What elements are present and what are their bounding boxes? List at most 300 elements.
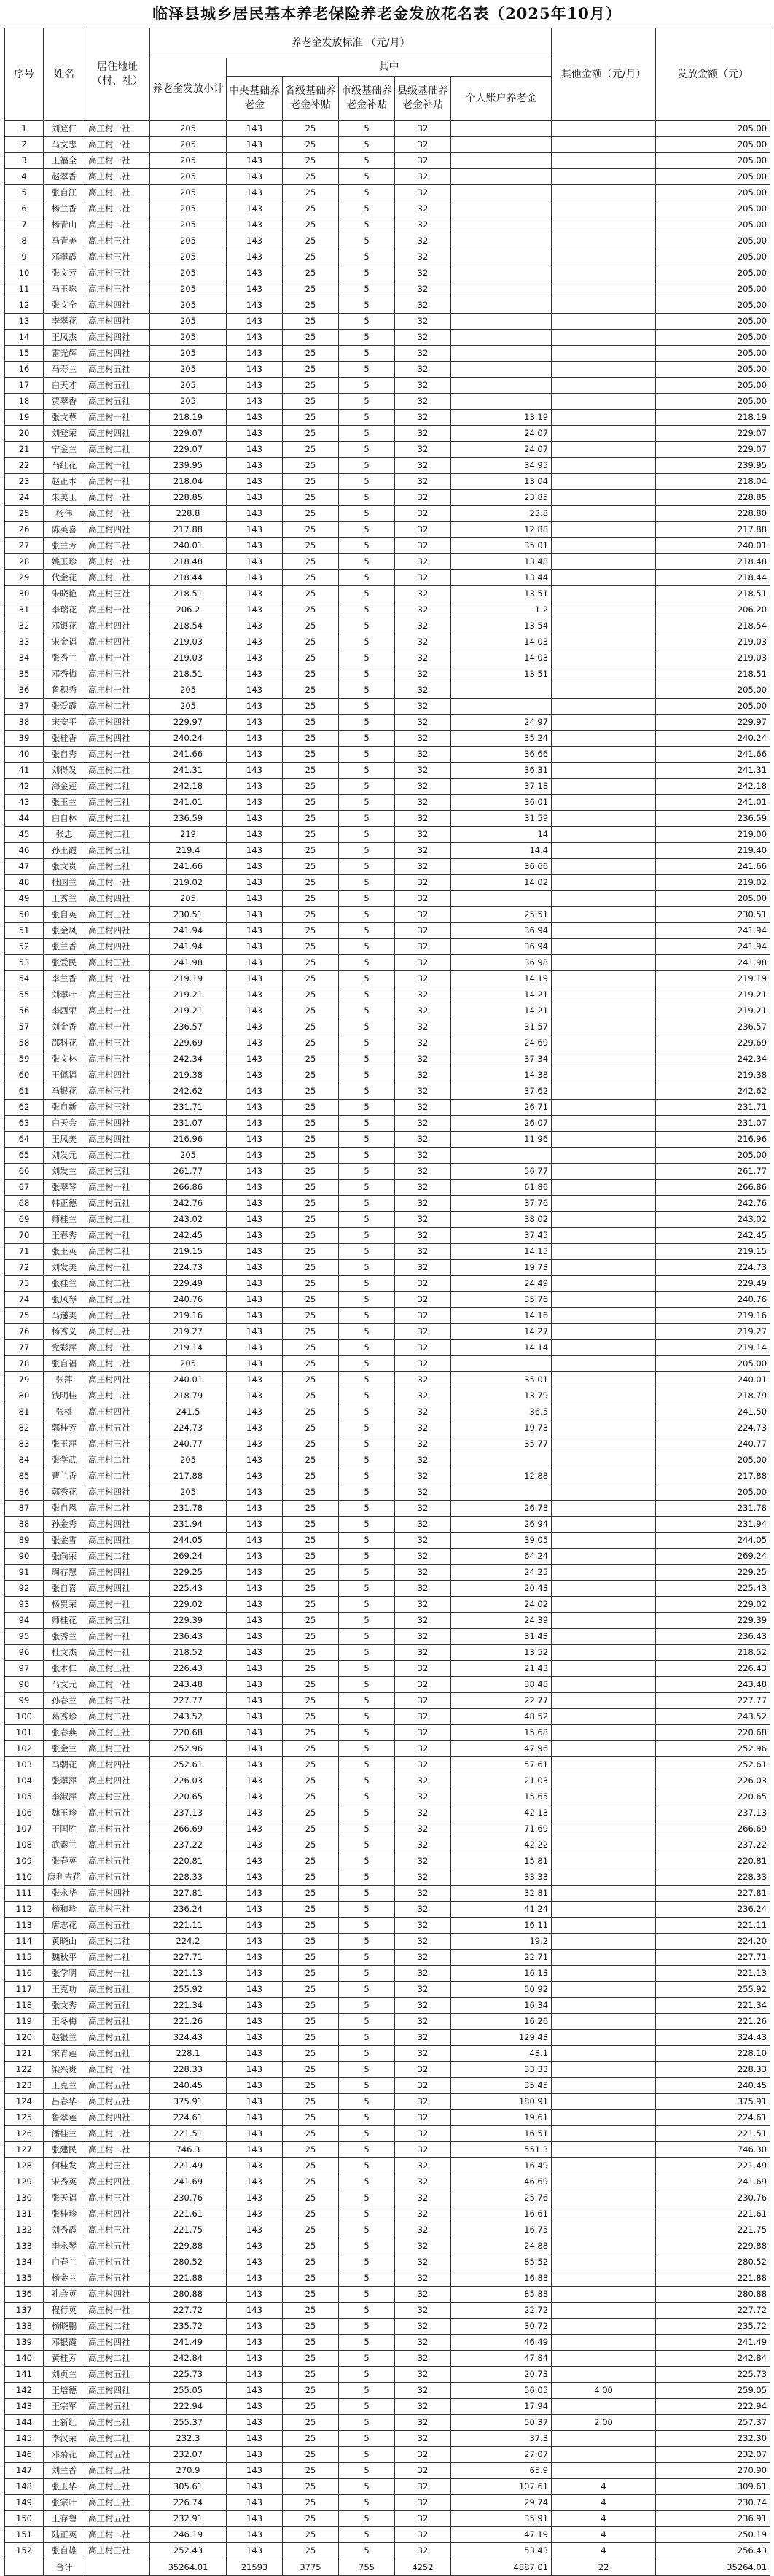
row-personal: 35.24 [451,731,552,747]
row-seq: 69 [5,1212,44,1228]
row-subtotal: 205 [150,314,227,330]
row-other [552,827,656,843]
row-central: 143 [227,538,283,554]
row-amount: 252.61 [656,1757,770,1773]
row-amount: 228.33 [656,2062,770,2078]
row-address: 高庄村一社 [85,137,150,153]
row-seq: 65 [5,1148,44,1164]
row-address: 高庄村四社 [85,634,150,650]
row-amount: 218.48 [656,554,770,570]
row-personal: 13.52 [451,1645,552,1661]
row-personal: 24.88 [451,2238,552,2254]
table-row [5,859,770,875]
row-address: 高庄村四社 [85,522,150,538]
row-personal: 24.02 [451,1597,552,1613]
row-name: 王福全 [44,153,85,169]
row-county: 32 [395,1741,451,1757]
row-amount: 241.49 [656,2335,770,2351]
row-personal: 16.88 [451,2270,552,2287]
row-subtotal: 236.24 [150,1902,227,1918]
row-central: 143 [227,891,283,907]
row-county: 32 [395,1501,451,1517]
row-county: 32 [395,1116,451,1132]
row-county: 32 [395,297,451,314]
row-other [552,169,656,185]
row-city: 5 [339,1581,395,1597]
row-other [552,1308,656,1324]
row-city: 5 [339,1693,395,1709]
row-provincial: 25 [283,2495,339,2511]
row-central: 143 [227,1982,283,1998]
row-amount: 227.77 [656,1693,770,1709]
row-county: 32 [395,1083,451,1100]
row-seq: 103 [5,1757,44,1773]
row-other [552,1709,656,1725]
table-row [5,650,770,666]
row-name: 周存慧 [44,1565,85,1581]
row-provincial: 25 [283,1100,339,1116]
row-provincial: 25 [283,538,339,554]
table-row [5,699,770,715]
row-other [552,2351,656,2367]
row-other [552,699,656,715]
table-row [5,1196,770,1212]
total-row [5,2559,770,2576]
row-city: 5 [339,233,395,249]
row-name: 张春英 [44,1853,85,1869]
table-row [5,1180,770,1196]
row-city: 5 [339,362,395,378]
row-provincial: 25 [283,907,339,923]
row-city: 5 [339,1356,395,1372]
row-central: 143 [227,2094,283,2110]
row-personal: 37.45 [451,1228,552,1244]
row-subtotal: 242.18 [150,779,227,795]
row-subtotal: 746.3 [150,2142,227,2158]
row-other [552,1549,656,1565]
row-other [552,249,656,265]
row-subtotal: 206.2 [150,602,227,618]
row-other [552,2254,656,2270]
row-subtotal: 241.98 [150,955,227,971]
row-subtotal: 228.8 [150,506,227,522]
row-central: 143 [227,731,283,747]
row-name: 姚玉珍 [44,554,85,570]
row-name: 张尚荣 [44,1549,85,1565]
table-row [5,1035,770,1051]
row-amount: 219.40 [656,843,770,859]
row-provincial: 25 [283,1356,339,1372]
row-county: 32 [395,907,451,923]
row-name: 邓银霞 [44,2335,85,2351]
row-seq: 92 [5,1581,44,1597]
row-city: 5 [339,2078,395,2094]
row-amount: 241.66 [656,747,770,763]
header-standard-group: 养老金发放标准 （元/月） [150,28,552,58]
row-address: 高庄村四社 [85,1565,150,1581]
row-name: 张文秀 [44,1998,85,2014]
row-personal: 26.71 [451,1100,552,1116]
row-other [552,1837,656,1853]
row-address: 高庄村一社 [85,1629,150,1645]
row-other [552,1517,656,1533]
row-subtotal: 239.95 [150,458,227,474]
row-amount: 221.34 [656,1998,770,2014]
row-personal: 551.3 [451,2142,552,2158]
row-seq: 108 [5,1837,44,1853]
row-address: 高庄村二社 [85,1693,150,1709]
row-amount: 205.00 [656,362,770,378]
row-personal: 15.65 [451,1789,552,1805]
row-other: 4 [552,2479,656,2495]
total-label: 合计 [44,2559,85,2576]
row-address: 高庄村四社 [85,939,150,955]
row-city: 5 [339,1067,395,1083]
table-row [5,2190,770,2206]
row-city: 5 [339,971,395,987]
row-other [552,1051,656,1067]
row-address: 高庄村二社 [85,1468,150,1484]
row-personal: 23.85 [451,490,552,506]
row-city: 5 [339,346,395,362]
row-address: 高庄村四社 [85,330,150,346]
row-address: 高庄村四社 [85,2206,150,2222]
row-subtotal: 242.34 [150,1051,227,1067]
row-name: 朱晓艳 [44,586,85,602]
row-other [552,474,656,490]
row-seq: 109 [5,1853,44,1869]
row-address: 高庄村五社 [85,2238,150,2254]
row-amount: 221.26 [656,2014,770,2030]
row-county: 32 [395,843,451,859]
row-amount: 232.30 [656,2431,770,2447]
row-personal: 14.4 [451,843,552,859]
row-personal [451,265,552,281]
row-other [552,442,656,458]
row-central: 143 [227,971,283,987]
row-seq: 101 [5,1725,44,1741]
row-county: 32 [395,442,451,458]
total-central: 21593 [227,2559,283,2576]
row-central: 143 [227,1789,283,1805]
row-amount: 240.77 [656,1436,770,1452]
row-provincial: 25 [283,779,339,795]
row-provincial: 25 [283,875,339,891]
row-subtotal: 232.3 [150,2431,227,2447]
row-provincial: 25 [283,1404,339,1420]
row-county: 32 [395,1982,451,1998]
row-seq: 83 [5,1436,44,1452]
row-seq: 97 [5,1661,44,1677]
row-other [552,1019,656,1035]
row-seq: 149 [5,2495,44,2511]
row-seq: 43 [5,795,44,811]
row-city: 5 [339,875,395,891]
row-city: 5 [339,666,395,682]
row-county: 32 [395,1966,451,1982]
table-row [5,2014,770,2030]
row-name: 邵科花 [44,1035,85,1051]
row-city: 5 [339,779,395,795]
table-row [5,1581,770,1597]
row-other [552,747,656,763]
row-provincial: 25 [283,923,339,939]
row-central: 143 [227,1003,283,1019]
row-city: 5 [339,217,395,233]
table-row [5,2174,770,2190]
row-other [552,2287,656,2303]
row-subtotal: 221.26 [150,2014,227,2030]
row-address: 高庄村四社 [85,2110,150,2126]
row-name: 李翠花 [44,314,85,330]
row-county: 32 [395,1869,451,1886]
table-row [5,1212,770,1228]
row-amount: 219.14 [656,1340,770,1356]
row-county: 32 [395,2014,451,2030]
row-subtotal: 218.51 [150,666,227,682]
table-row [5,1709,770,1725]
row-county: 32 [395,1404,451,1420]
row-address: 高庄村一社 [85,2062,150,2078]
row-address: 高庄村二社 [85,1452,150,1468]
row-central: 143 [227,1212,283,1228]
row-amount: 221.51 [656,2126,770,2142]
row-subtotal: 217.88 [150,522,227,538]
row-amount: 242.34 [656,1051,770,1067]
row-address: 高庄村一社 [85,1228,150,1244]
row-amount: 236.59 [656,811,770,827]
row-subtotal: 241.5 [150,1404,227,1420]
table-row [5,1067,770,1083]
row-provincial: 25 [283,1805,339,1821]
row-city: 5 [339,1613,395,1629]
row-amount: 241.01 [656,795,770,811]
row-name: 张文尊 [44,410,85,426]
row-city: 5 [339,1468,395,1484]
row-county: 32 [395,827,451,843]
row-subtotal: 218.48 [150,554,227,570]
row-city: 5 [339,522,395,538]
row-central: 143 [227,2399,283,2415]
row-name: 张忠 [44,827,85,843]
row-personal: 14.03 [451,634,552,650]
row-subtotal: 242.84 [150,2351,227,2367]
row-other [552,1934,656,1950]
row-seq: 136 [5,2287,44,2303]
row-central: 143 [227,2351,283,2367]
row-subtotal: 219.14 [150,1340,227,1356]
row-county: 32 [395,394,451,410]
row-central: 143 [227,2511,283,2527]
row-central: 143 [227,1533,283,1549]
row-central: 143 [227,2014,283,2030]
row-central: 143 [227,1886,283,1902]
row-subtotal: 219.19 [150,971,227,987]
row-amount: 231.94 [656,1517,770,1533]
row-city: 5 [339,474,395,490]
row-address: 高庄村四社 [85,1404,150,1420]
row-central: 143 [227,715,283,731]
row-seq: 119 [5,2014,44,2030]
row-city: 5 [339,330,395,346]
row-name: 刘金香 [44,1019,85,1035]
row-provincial: 25 [283,650,339,666]
row-name: 武素兰 [44,1837,85,1853]
row-other [552,2078,656,2094]
row-address: 高庄村一社 [85,2303,150,2319]
header-personal: 个人账户养老金 [451,77,552,121]
row-name: 杨秀义 [44,1324,85,1340]
row-subtotal: 270.9 [150,2463,227,2479]
row-other [552,2367,656,2383]
row-central: 143 [227,265,283,281]
row-seq: 79 [5,1372,44,1388]
row-name: 葛秀珍 [44,1709,85,1725]
row-subtotal: 221.61 [150,2206,227,2222]
row-address: 高庄村五社 [85,1196,150,1212]
table-row [5,811,770,827]
row-other [552,506,656,522]
row-personal [451,682,552,699]
table-row [5,1148,770,1164]
row-county: 32 [395,634,451,650]
row-county: 32 [395,2319,451,2335]
row-amount: 221.75 [656,2222,770,2238]
table-row [5,1292,770,1308]
row-personal: 16.26 [451,2014,552,2030]
row-city: 5 [339,314,395,330]
row-address: 高庄村三社 [85,2479,150,2495]
row-amount: 219.16 [656,1308,770,1324]
row-address: 高庄村二社 [85,169,150,185]
row-name: 王克兰 [44,2078,85,2094]
row-county: 32 [395,233,451,249]
row-seq: 115 [5,1950,44,1966]
row-subtotal: 232.07 [150,2447,227,2463]
row-address: 高庄村一社 [85,1966,150,1982]
row-subtotal: 218.19 [150,410,227,426]
row-subtotal: 219 [150,827,227,843]
row-other [552,121,656,137]
row-address: 高庄村四社 [85,1484,150,1501]
row-personal: 37.3 [451,2431,552,2447]
row-provincial: 25 [283,2126,339,2142]
row-amount: 259.05 [656,2383,770,2399]
row-amount: 228.10 [656,2046,770,2062]
row-other [552,2126,656,2142]
row-subtotal: 243.48 [150,1677,227,1693]
row-other [552,362,656,378]
row-seq: 82 [5,1420,44,1436]
row-amount: 230.74 [656,2495,770,2511]
row-city: 5 [339,1340,395,1356]
table-row [5,2511,770,2527]
row-other [552,330,656,346]
row-seq: 117 [5,1982,44,1998]
table-row [5,265,770,281]
table-row [5,1484,770,1501]
row-personal: 47.19 [451,2527,552,2543]
row-provincial: 25 [283,843,339,859]
row-personal: 85.52 [451,2254,552,2270]
row-personal [451,314,552,330]
row-county: 32 [395,2078,451,2094]
row-personal: 71.69 [451,1821,552,1837]
row-other [552,2158,656,2174]
row-subtotal: 237.22 [150,1837,227,1853]
row-central: 143 [227,1051,283,1067]
row-subtotal: 241.94 [150,939,227,955]
row-seq: 2 [5,137,44,153]
row-city: 5 [339,538,395,554]
table-row [5,1757,770,1773]
row-name: 张萍 [44,1372,85,1388]
row-address: 高庄村四社 [85,1116,150,1132]
row-seq: 4 [5,169,44,185]
row-provincial: 25 [283,2110,339,2126]
row-central: 143 [227,602,283,618]
row-seq: 126 [5,2126,44,2142]
row-subtotal: 240.24 [150,731,227,747]
row-amount: 240.76 [656,1292,770,1308]
row-other [552,2319,656,2335]
table-row [5,2238,770,2254]
table-row [5,1276,770,1292]
row-amount: 375.91 [656,2094,770,2110]
row-central: 143 [227,2062,283,2078]
row-central: 143 [227,1950,283,1966]
row-personal: 50.37 [451,2415,552,2431]
row-address: 高庄村二社 [85,570,150,586]
row-address: 高庄村三社 [85,666,150,682]
row-address: 高庄村三社 [85,1292,150,1308]
row-subtotal: 218.44 [150,570,227,586]
row-subtotal: 243.52 [150,1709,227,1725]
row-amount: 243.02 [656,1212,770,1228]
row-city: 5 [339,458,395,474]
table-row [5,2078,770,2094]
row-other [552,1148,656,1164]
row-county: 32 [395,522,451,538]
row-city: 5 [339,1035,395,1051]
row-name: 王佩福 [44,1067,85,1083]
row-provincial: 25 [283,2014,339,2030]
row-seq: 106 [5,1805,44,1821]
row-subtotal: 229.49 [150,1276,227,1292]
row-provincial: 25 [283,1693,339,1709]
row-other [552,1100,656,1116]
row-address: 高庄村三社 [85,1100,150,1116]
row-county: 32 [395,2142,451,2158]
row-address: 高庄村三社 [85,2495,150,2511]
row-subtotal: 221.49 [150,2158,227,2174]
row-personal: 19.73 [451,1260,552,1276]
row-personal: 37.34 [451,1051,552,1067]
row-other [552,490,656,506]
row-name: 王凤美 [44,1132,85,1148]
row-amount: 227.81 [656,1886,770,1902]
row-address: 高庄村二社 [85,779,150,795]
row-provincial: 25 [283,2399,339,2415]
row-subtotal: 220.65 [150,1789,227,1805]
row-address: 高庄村一社 [85,458,150,474]
row-other [552,1164,656,1180]
row-personal: 56.77 [451,1164,552,1180]
row-other [552,554,656,570]
row-seq: 42 [5,779,44,795]
header-provincial: 省级基础养老金补贴 [283,77,339,121]
table-row [5,1869,770,1886]
